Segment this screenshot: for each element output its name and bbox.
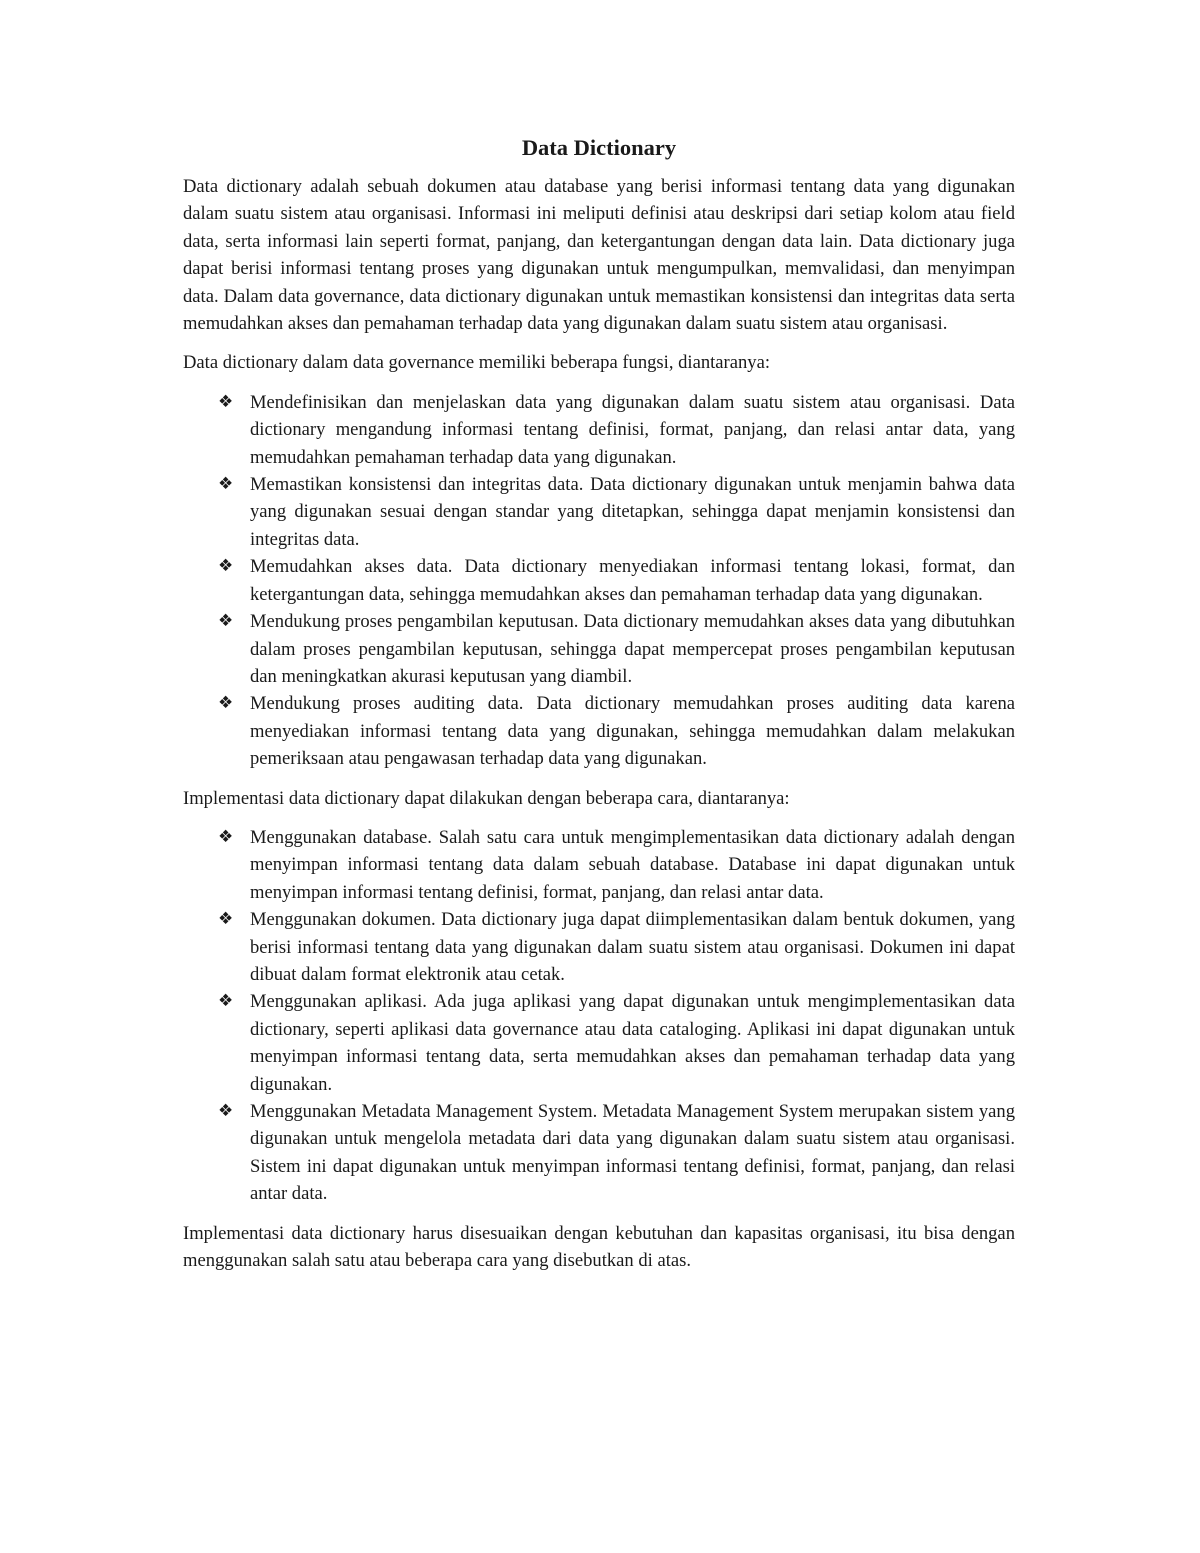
diamond-star-bullet-icon: ❖: [218, 826, 234, 847]
list-item-text: Menggunakan database. Salah satu cara untuk mengimplementasikan data dictionary adalah dengan menyimpan informasi tentang data dalam sebuah database. Database ini dapat digunakan untuk menyimpan informasi tentang definisi, format, panjang, dan relasi antar data.: [250, 826, 1015, 903]
diamond-star-bullet-icon: ❖: [218, 611, 234, 632]
diamond-star-bullet-icon: ❖: [218, 909, 234, 930]
list-item: [218, 553, 1015, 608]
list-item: [218, 824, 1015, 906]
intro-paragraph: Data dictionary adalah sebuah dokumen atau database yang berisi informasi tentang data yang digunakan dalam suatu sistem atau organisasi. Informasi ini meliputi definisi atau deskripsi dari setiap kolom atau field data, serta informasi lain seperti format, panjang, dan ketergantungan dengan data lain. Data dictionary juga dapat berisi informasi tentang proses yang digunakan untuk mengumpulkan, memvalidasi, dan menyimpan data. Dalam data governance, data dictionary digunakan untuk memastikan konsistensi dan integritas data serta memudahkan akses dan pemahaman terhadap data yang digunakan dalam suatu sistem atau organisasi.: [183, 176, 1015, 335]
list-item: [218, 1098, 1015, 1208]
list-item: [218, 906, 1015, 988]
diamond-star-bullet-icon: ❖: [218, 474, 234, 495]
document-title: Data Dictionary: [521, 135, 677, 160]
diamond-star-bullet-icon: ❖: [218, 1101, 234, 1121]
diamond-star-bullet-icon: ❖: [218, 556, 234, 577]
list-item-text: Menggunakan aplikasi. Ada juga aplikasi yang dapat digunakan untuk mengimplementasikan data dictionary, seperti aplikasi data governance atau data cataloging. Aplikasi ini dapat digunakan untuk menyimpan informasi tentang data, serta memudahkan akses dan pemahaman terhadap data yang digunakan.: [250, 991, 1015, 1095]
conclusion-paragraph: Implementasi data dictionary harus disesuaikan dengan kebutuhan dan kapasitas organisasi, itu bisa dengan menggunakan salah satu atau beberapa cara yang disebutkan di atas.: [183, 1222, 1015, 1272]
list-item-text: Mendukung proses pengambilan keputusan. Data dictionary memudahkan akses data yang dibutuhkan dalam proses pengambilan keputusan, sehingga dapat mempercepat proses pengambilan keputusan dan meningkatkan akurasi keputusan yang diambil.: [250, 611, 1015, 687]
list-item: [218, 471, 1015, 553]
list-item-text: Menggunakan dokumen. Data dictionary juga dapat diimplementasikan dalam bentuk dokumen, yang berisi informasi tentang data yang digunakan dalam suatu sistem atau organisasi. Dokumen ini dapat dibuat dalam format elektronik atau cetak.: [250, 909, 1015, 985]
diamond-star-bullet-icon: ❖: [218, 391, 234, 412]
functions-intro-paragraph: Data dictionary dalam data governance memiliki beberapa fungsi, diantaranya:: [183, 352, 771, 374]
list-item-text: Menggunakan Metadata Management System. Metadata Management System merupakan sistem yang digunakan untuk mengelola metadata dari data yang digunakan dalam suatu sistem atau organisasi. Sistem ini dapat digunakan untuk menyimpan informasi tentang definisi, format, panjang, dan relasi antar data.: [250, 1101, 1015, 1205]
diamond-star-bullet-icon: ❖: [218, 693, 234, 714]
list-item: [218, 690, 1015, 772]
implementation-intro-paragraph: Implementasi data dictionary dapat dilakukan dengan beberapa cara, diantaranya:: [183, 787, 790, 809]
diamond-star-bullet-icon: ❖: [218, 991, 234, 1012]
list-item-text: Memastikan konsistensi dan integritas data. Data dictionary digunakan untuk menjamin bahwa data yang digunakan sesuai dengan standar yang ditetapkan, sehingga dapat menjamin konsistensi dan integritas data.: [250, 474, 1015, 550]
functions-list: [183, 389, 1015, 773]
list-item-text: Mendefinisikan dan menjelaskan data yang digunakan dalam suatu sistem atau organisasi. Data dictionary mengandung informasi tentang definisi, format, panjang, dan relasi antar data, yang memudahkan pemahaman terhadap data yang digunakan.: [250, 391, 1015, 468]
list-item: [218, 389, 1015, 471]
implementations-list: [183, 824, 1015, 1208]
list-item-text: Mendukung proses auditing data. Data dictionary memudahkan proses auditing data karena menyediakan informasi tentang data yang digunakan, sehingga memudahkan dalam melakukan pemeriksaan atau pengawasan terhadap data yang digunakan.: [250, 693, 1015, 770]
list-item: [218, 608, 1015, 690]
list-item: [218, 988, 1015, 1098]
document-page: [183, 133, 1015, 1286]
list-item-text: Memudahkan akses data. Data dictionary menyediakan informasi tentang lokasi, format, dan ketergantungan data, sehingga memudahkan akses dan pemahaman terhadap data yang digunakan.: [250, 556, 1015, 605]
